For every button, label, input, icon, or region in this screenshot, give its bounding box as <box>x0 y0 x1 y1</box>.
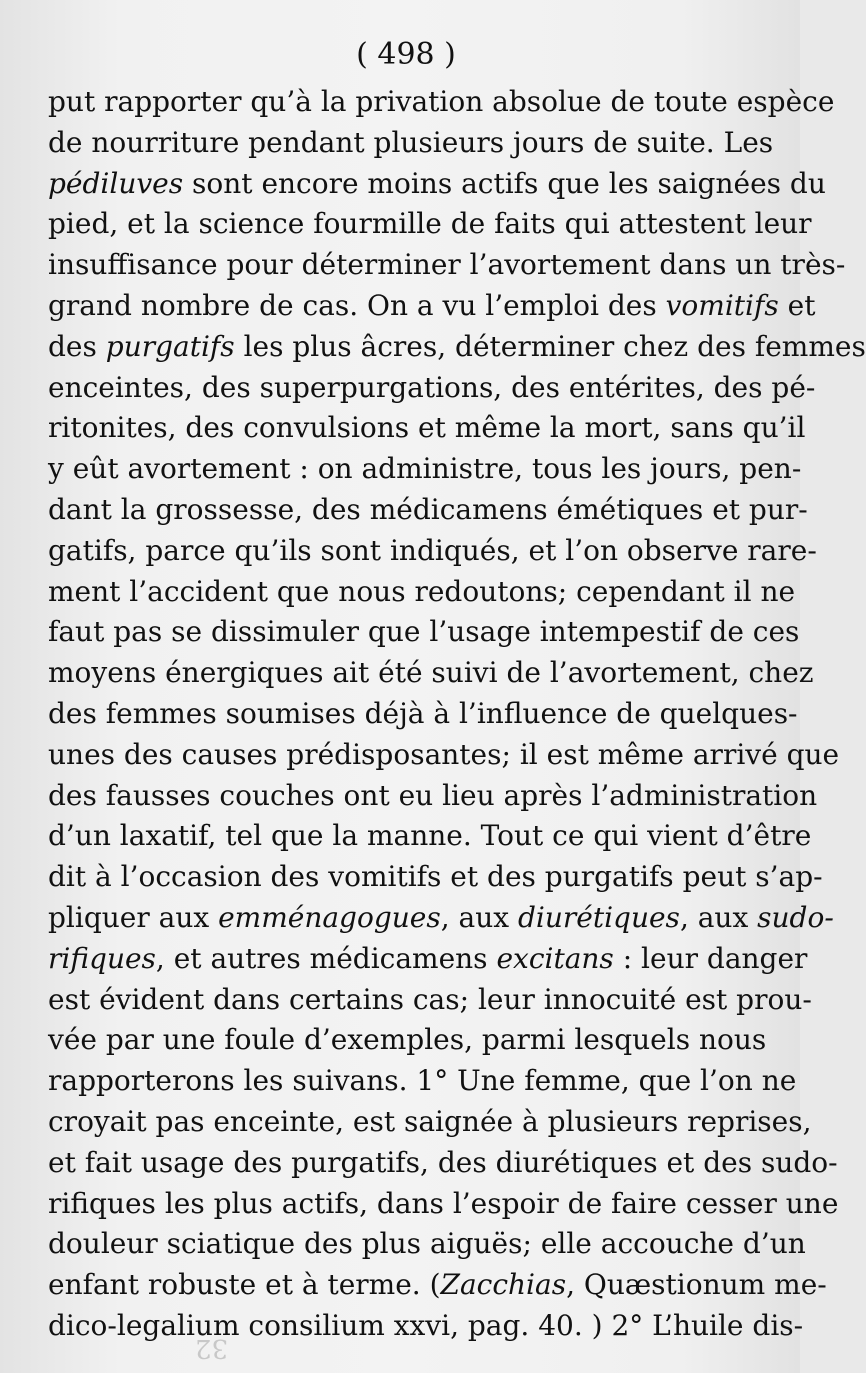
text-line <box>48 204 812 245</box>
text-segment: dit à l’occasion des vomitifs et des purgatifs peut s’ap- <box>48 860 823 894</box>
text-line <box>48 980 812 1021</box>
text-line <box>48 653 814 694</box>
text-line <box>48 776 818 817</box>
text-line <box>48 939 808 980</box>
text-line <box>48 531 817 572</box>
page-number: ( 498 ) <box>356 37 456 72</box>
text-segment: gatifs, parce qu’ils sont indiqués, et l’on observe rare- <box>48 533 817 567</box>
text-line <box>48 245 846 286</box>
text-line <box>48 898 834 939</box>
text-segment: des femmes soumises déjà à l’influence de quelques- <box>48 696 798 730</box>
text-segment: enceintes, des superpurgations, des entérites, des pé- <box>48 370 816 404</box>
text-segment: pliquer aux <box>48 900 219 934</box>
text-line <box>48 408 806 449</box>
text-segment: , aux <box>679 900 758 934</box>
text-segment: douleur sciatique des plus aiguës; elle accouche d’un <box>48 1227 806 1261</box>
italic-term: Zacchias <box>440 1268 567 1302</box>
text-segment: dant la grossesse, des médicamens émétiques et pur- <box>48 492 808 526</box>
text-segment: , aux <box>440 900 518 934</box>
text-line <box>48 368 816 409</box>
text-segment: enfant robuste et à terme. ( <box>48 1268 441 1302</box>
text-line <box>48 694 798 735</box>
text-line <box>48 1020 767 1061</box>
text-line <box>48 1184 839 1225</box>
text-segment: rapporterons les suivans. 1° Une femme, que l’on ne <box>48 1064 797 1098</box>
text-segment: faut pas se dissimuler que l’usage intempestif de ces <box>48 615 800 649</box>
text-segment: ment l’accident que nous redoutons; cependant il ne <box>48 574 796 608</box>
italic-term: rifiques <box>48 941 156 975</box>
text-line <box>48 816 812 857</box>
text-line <box>48 1224 806 1265</box>
italic-term: excitans <box>496 941 614 975</box>
text-line <box>48 1061 797 1102</box>
text-segment: de nourriture pendant plusieurs jours de suite. Les <box>48 125 774 159</box>
text-segment: d’un laxatif, tel que la manne. Tout ce qui vient d’être <box>48 819 812 853</box>
text-segment: vée par une foule d’exemples, parmi lesquels nous <box>48 1023 767 1057</box>
text-segment: , et autres médicamens <box>155 941 497 975</box>
text-segment: y eût avortement : on administre, tous les jours, pen- <box>48 452 802 486</box>
text-line <box>48 1102 812 1143</box>
text-segment: : leur danger <box>613 941 808 975</box>
text-segment: des <box>48 329 106 363</box>
text-segment: pied, et la science fourmille de faits qui attestent leur <box>48 207 812 241</box>
text-segment: rifiques les plus actifs, dans l’espoir de faire cesser une <box>48 1186 839 1220</box>
text-line <box>48 572 796 613</box>
text-line <box>48 164 826 205</box>
bleed-through-mark: 32 <box>195 1333 229 1363</box>
text-segment: unes des causes prédisposantes; il est même arrivé que <box>48 737 840 771</box>
italic-term: emménagogues <box>218 900 441 934</box>
text-segment: ritonites, des convulsions et même la mort, sans qu’il <box>48 411 806 445</box>
italic-term: vomitifs <box>665 288 779 322</box>
text-segment: est évident dans certains cas; leur innocuité est prou- <box>48 982 812 1016</box>
text-line <box>48 449 802 490</box>
text-segment: et <box>778 288 816 322</box>
text-segment: croyait pas enceinte, est saignée à plusieurs reprises, <box>48 1104 812 1138</box>
text-segment: grand nombre de cas. On a vu l’emploi des <box>48 288 666 322</box>
text-segment: sont encore moins actifs que les saignées du <box>183 166 826 200</box>
text-line <box>48 857 823 898</box>
text-line <box>48 1306 804 1347</box>
text-line <box>48 286 816 327</box>
text-line <box>48 1265 827 1306</box>
text-line <box>48 327 866 368</box>
italic-term: sudo- <box>757 900 834 934</box>
text-segment: put rapporter qu’à la privation absolue de toute espèce <box>48 85 835 118</box>
italic-term: diurétiques <box>517 900 680 934</box>
text-segment: les plus âcres, déterminer chez des femmes <box>234 329 866 363</box>
text-segment: des fausses couches ont eu lieu après l’administration <box>48 778 818 812</box>
text-segment: moyens énergiques ait été suivi de l’avortement, chez <box>48 656 814 690</box>
text-line <box>48 82 835 123</box>
text-segment: et fait usage des purgatifs, des diurétiques et des sudo- <box>48 1145 838 1179</box>
text-line <box>48 612 800 653</box>
text-line <box>48 1143 838 1184</box>
italic-term: purgatifs <box>105 329 235 363</box>
italic-term: pédiluves <box>48 166 184 200</box>
text-line <box>48 735 840 776</box>
body-text <box>48 82 866 1347</box>
text-segment: , Quæstionum me- <box>566 1268 827 1302</box>
text-segment: insuffisance pour déterminer l’avortement dans un très- <box>48 248 846 282</box>
text-line <box>48 490 808 531</box>
text-segment: dico-legalium consilium xxvi, pag. 40. ) 2° L’huile dis- <box>48 1308 804 1342</box>
text-line <box>48 123 774 164</box>
